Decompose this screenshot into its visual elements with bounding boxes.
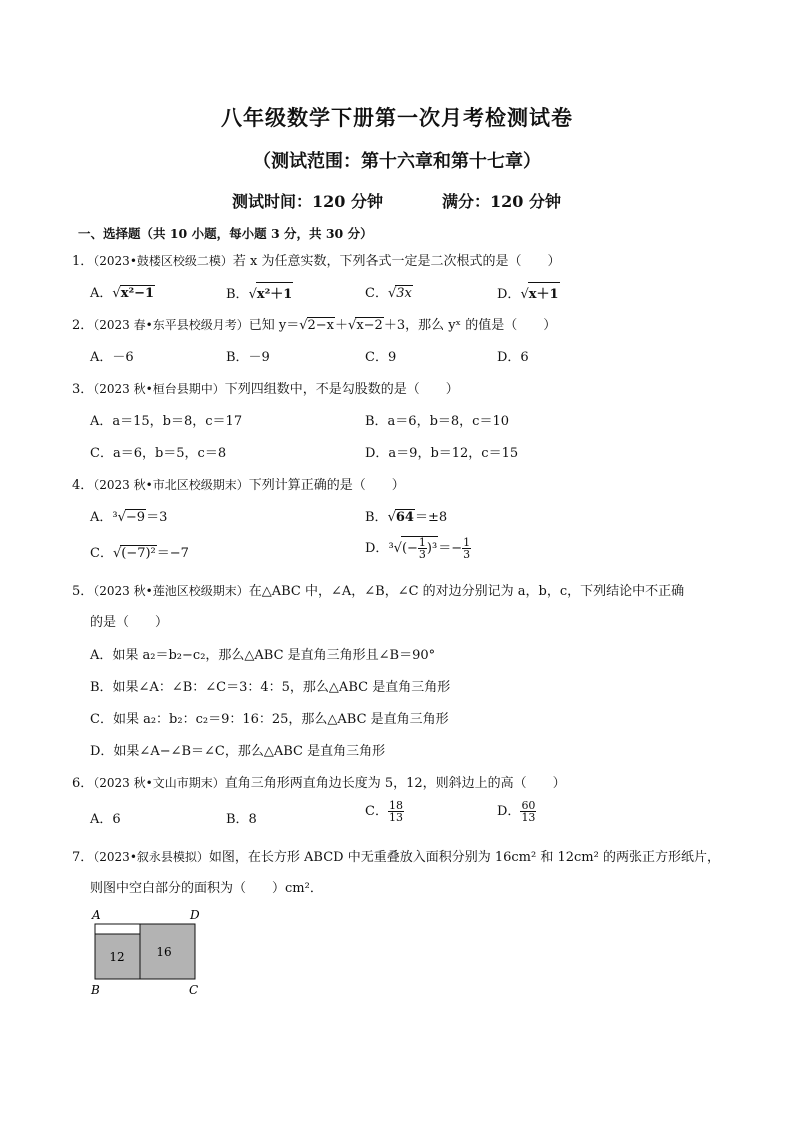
q3-option-a: A．a＝15，b＝8，c＝17	[90, 414, 243, 429]
question-5: 5．（2023 秋•莲池区校级期末）在△ABC 中，∠A，∠B，∠C 的对边分别记为 a，b，c，下列结论中不正确	[72, 584, 685, 599]
question-3: 3．（2023 秋•桓台县期中）下列四组数中，不是勾股数的是（ ）	[72, 382, 459, 397]
q6-option-b: B．8	[226, 812, 257, 827]
q1-option-a: A．√x²−1	[90, 286, 155, 301]
q4-option-b: B．√64＝±8	[365, 510, 448, 525]
page-subtitle: （测试范围：第十六章和第十七章）	[253, 151, 541, 172]
q4-option-c: C．√(−7)²＝−7	[90, 546, 189, 561]
q4-option-d: D．³√(− $\frac{1}{3}$ )³＝− $\frac{1}{3}$	[365, 536, 471, 561]
question-source: （2023•鼓楼区校级二模）	[93, 254, 233, 268]
q2-option-d: D．6	[497, 350, 529, 365]
q3-option-c: C．a＝6，b＝5，c＝8	[90, 446, 227, 461]
q4-option-a: A．³√−9＝3	[90, 510, 168, 525]
q1-option-c: C．√3x	[365, 286, 412, 301]
q6-option-d: D． $\frac{60}{13}$	[497, 799, 536, 824]
question-7: 7．（2023•叙永县模拟）如图，在长方形 ABCD 中无重叠放入面积分别为 16cm² 和 12cm² 的两张正方形纸片，	[72, 850, 720, 865]
vertex-A: A	[92, 908, 101, 922]
label-16: 16	[156, 945, 172, 959]
section-heading: 一、选择题（共 10 小题，每小题 3 分，共 30 分）	[78, 226, 373, 241]
question-text: 若 x 为任意实数，下列各式一定是二次根式的是（ ）	[232, 254, 561, 269]
question-4: 4．（2023 秋•市北区校级期末）下列计算正确的是（ ）	[72, 478, 405, 493]
question-7-cont: 则图中空白部分的面积为（ ）cm²．	[90, 881, 323, 896]
q2-option-c: C．9	[365, 350, 397, 365]
q5-option-b: B．如果∠A：∠B：∠C＝3：4：5，那么△ABC 是直角三角形	[90, 680, 451, 695]
rectangle-figure	[86, 906, 216, 998]
full-score: 满分：120 分钟	[442, 192, 561, 211]
q5-option-d: D．如果∠A−∠B＝∠C，那么△ABC 是直角三角形	[90, 744, 386, 759]
question-6: 6．（2023 秋•文山市期末）直角三角形两直角边长度为 5，12，则斜边上的高（ ）	[72, 776, 566, 791]
q6-option-a: A．6	[90, 812, 121, 827]
q2-option-b: B．－9	[226, 350, 270, 365]
q3-option-b: B．a＝6，b＝8，c＝10	[365, 414, 509, 429]
vertex-C: C	[189, 983, 199, 997]
q5-option-c: C．如果 a₂：b₂：c₂＝9：16：25，那么△ABC 是直角三角形	[90, 712, 449, 727]
q1-option-b: B．√x²＋1	[226, 282, 293, 302]
page-title: 八年级数学下册第一次月考检测试卷	[221, 105, 573, 130]
q5-option-a: A．如果 a₂＝b₂−c₂，那么△ABC 是直角三角形且∠B＝90°	[90, 648, 436, 663]
question-1	[72, 250, 561, 269]
q2-option-a: A．－6	[90, 350, 134, 365]
label-12: 12	[109, 950, 125, 964]
vertex-D: D	[190, 908, 200, 922]
q1-option-d: D．√x＋1	[497, 282, 560, 302]
vertex-B: B	[91, 983, 100, 997]
test-time: 测试时间：120 分钟	[232, 192, 383, 211]
q3-option-d: D．a＝9，b＝12，c＝15	[365, 446, 519, 461]
question-2: 2．（2023 春•东平县校级月考）已知 y＝√2−x＋√x−2＋3，那么 yˣ 的值是（ ）	[72, 318, 557, 333]
question-5-cont: 的是（ ）	[90, 615, 169, 630]
q6-option-c: C． $\frac{18}{13}$	[365, 799, 403, 824]
question-number: 1．	[72, 254, 94, 269]
